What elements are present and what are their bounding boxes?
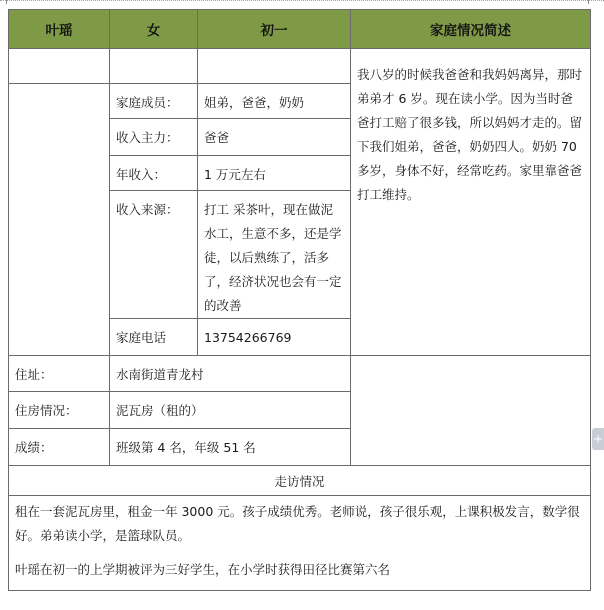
scores-label[interactable]: 成绩： (9, 429, 110, 466)
left-merged-blank-cell[interactable] (9, 84, 110, 356)
page-corner-mark-left (0, 0, 7, 4)
address-label[interactable]: 住址： (9, 356, 110, 392)
student-info-table (8, 9, 591, 591)
source-label[interactable]: 收入来源： (110, 191, 198, 319)
housing-value[interactable]: 泥瓦房（租的） (110, 392, 351, 429)
header-row (9, 10, 591, 49)
grade-cell[interactable]: 初一 (198, 10, 351, 49)
visit-title[interactable]: 走访情况 (9, 466, 591, 496)
page-corner-mark-right (588, 0, 595, 4)
blank-cell-3[interactable] (198, 49, 351, 84)
members-label[interactable]: 家庭成员： (110, 84, 198, 119)
blank-cell-2[interactable] (110, 49, 198, 84)
student-info-table-wrapper (8, 9, 590, 591)
right-merged-blank-cell[interactable] (351, 356, 591, 466)
family-summary-text[interactable]: 我八岁的时候我爸爸和我妈妈离异，那时弟弟才 6 岁。现在读小学。因为当时爸爸打工赔了很多钱，所以妈妈才走的。留下我们姐弟，爸爸，奶奶四人。奶奶 70 多岁，身体不好，经常吃药。家里靠爸爸打工维持。 (351, 49, 591, 356)
members-value[interactable]: 姐弟，爸爸，奶奶 (198, 84, 351, 119)
source-value[interactable]: 打工 采茶叶，现在做泥水工，生意不多，还是学徒，以后熟练了，活多了，经济状况也会有一定的改善 (198, 191, 351, 319)
blank-cell-1[interactable] (9, 49, 110, 84)
visit-title-row (9, 466, 591, 496)
address-row (9, 356, 591, 392)
address-value[interactable]: 水南街道青龙村 (110, 356, 351, 392)
phone-value[interactable]: 13754266769 (198, 319, 351, 356)
family-summary-title-cell[interactable]: 家庭情况简述 (351, 10, 591, 49)
page-top-border (0, 0, 604, 5)
student-name-cell[interactable]: 叶瑶 (9, 10, 110, 49)
scroll-expand-handle[interactable]: + (592, 428, 604, 450)
phone-label[interactable]: 家庭电话 (110, 319, 198, 356)
scores-value[interactable]: 班级第 4 名，年级 51 名 (110, 429, 351, 466)
visit-paragraph-1: 租在一套泥瓦房里，租金一年 3000 元。孩子成绩优秀。老师说，孩子很乐观，上课积极发言，数学很好。弟弟读小学，是篮球队员。 (15, 504, 580, 543)
earner-label[interactable]: 收入主力： (110, 119, 198, 156)
gender-cell[interactable]: 女 (110, 10, 198, 49)
visit-paragraph-2: 叶瑶在初一的上学期被评为三好学生，在小学时获得田径比赛第六名 (15, 562, 391, 577)
visit-body-row (9, 496, 591, 591)
housing-label[interactable]: 住房情况： (9, 392, 110, 429)
income-label[interactable]: 年收入： (110, 156, 198, 191)
visit-body-cell[interactable] (9, 496, 591, 591)
income-value[interactable]: 1 万元左右 (198, 156, 351, 191)
earner-value[interactable]: 爸爸 (198, 119, 351, 156)
blank-row (9, 49, 591, 84)
